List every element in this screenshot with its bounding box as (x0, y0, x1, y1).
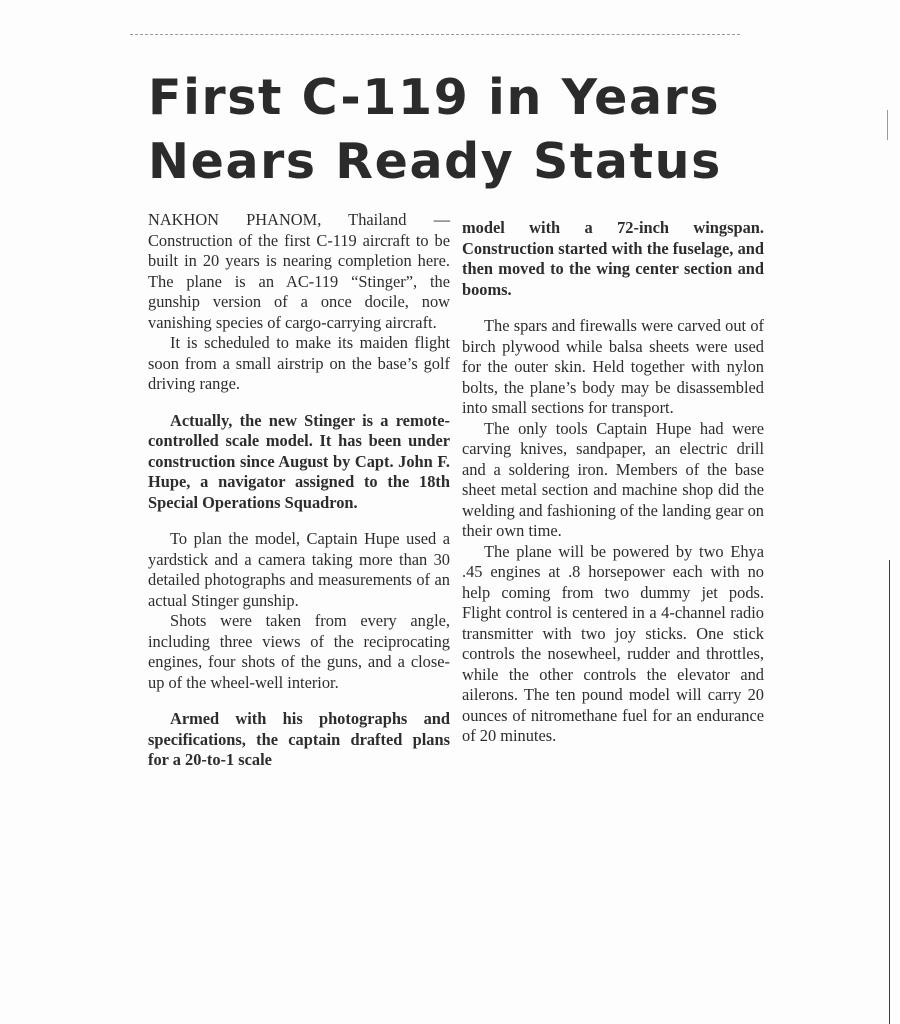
bold-paragraph: model with a 72-inch wingspan. Construction started with the fuselage, and then moved to the wing center section and booms. (462, 218, 764, 299)
headline-line-2: Nears Ready Status (148, 133, 722, 190)
paragraph: The spars and firewalls were carved out of birch plywood while balsa sheets were used for the outer skin. Held together with nylon bolts, the plane’s body may be disassembled into small sections for transport. (462, 316, 764, 417)
scan-edge-mark (887, 110, 888, 140)
paragraph: Shots were taken from every angle, including three views of the reciprocating engines, four shots of the guns, and a close-up of the wheel-well interior. (148, 611, 450, 692)
dateline-paragraph: NAKHON PHANOM, Thailand — Construction of the first C-119 aircraft to be built in 20 years is nearing completion here. The plane is an AC-119 “Stinger”, the gunship version of a once docile, now vanishing species of cargo-carrying aircraft. (148, 210, 450, 332)
paragraph: The plane will be powered by two Ehya .45 engines at .8 horsepower each with no help coming from two dummy jet pods. Flight control is centered in a 4-channel radio transmitter with two joy sticks. One stick controls the nosewheel, rudder and throttles, while the other controls the elevator and ailerons. The ten pound model will carry 20 ounces of nitromethane fuel for an endurance of 20 minutes. (462, 541, 764, 745)
top-rule (130, 34, 740, 35)
bold-paragraph: Armed with his photographs and specifications, the captain drafted plans for a 20-to-1 scale (148, 709, 450, 769)
headline-line-1: First C-119 in Years (148, 69, 721, 126)
right-column (462, 218, 764, 747)
paragraph: To plan the model, Captain Hupe used a yardstick and a camera taking more than 30 detailed photographs and measurements of an actual Stinger gunship. (148, 529, 450, 610)
paragraph: It is scheduled to make its maiden flight soon from a small airstrip on the base’s golf driving range. (148, 333, 450, 393)
left-column (148, 210, 450, 771)
bold-paragraph: Actually, the new Stinger is a remote-controlled scale model. It has been under construction since August by Capt. John F. Hupe, a navigator assigned to the 18th Special Operations Squadron. (148, 410, 450, 512)
paragraph: The only tools Captain Hupe had were carving knives, sandpaper, an electric drill and a soldering iron. Members of the base sheet metal section and machine shop did the welding and fashioning of the landing gear on their own time. (462, 418, 764, 540)
headline (148, 66, 788, 194)
scan-edge-line (889, 560, 890, 1024)
